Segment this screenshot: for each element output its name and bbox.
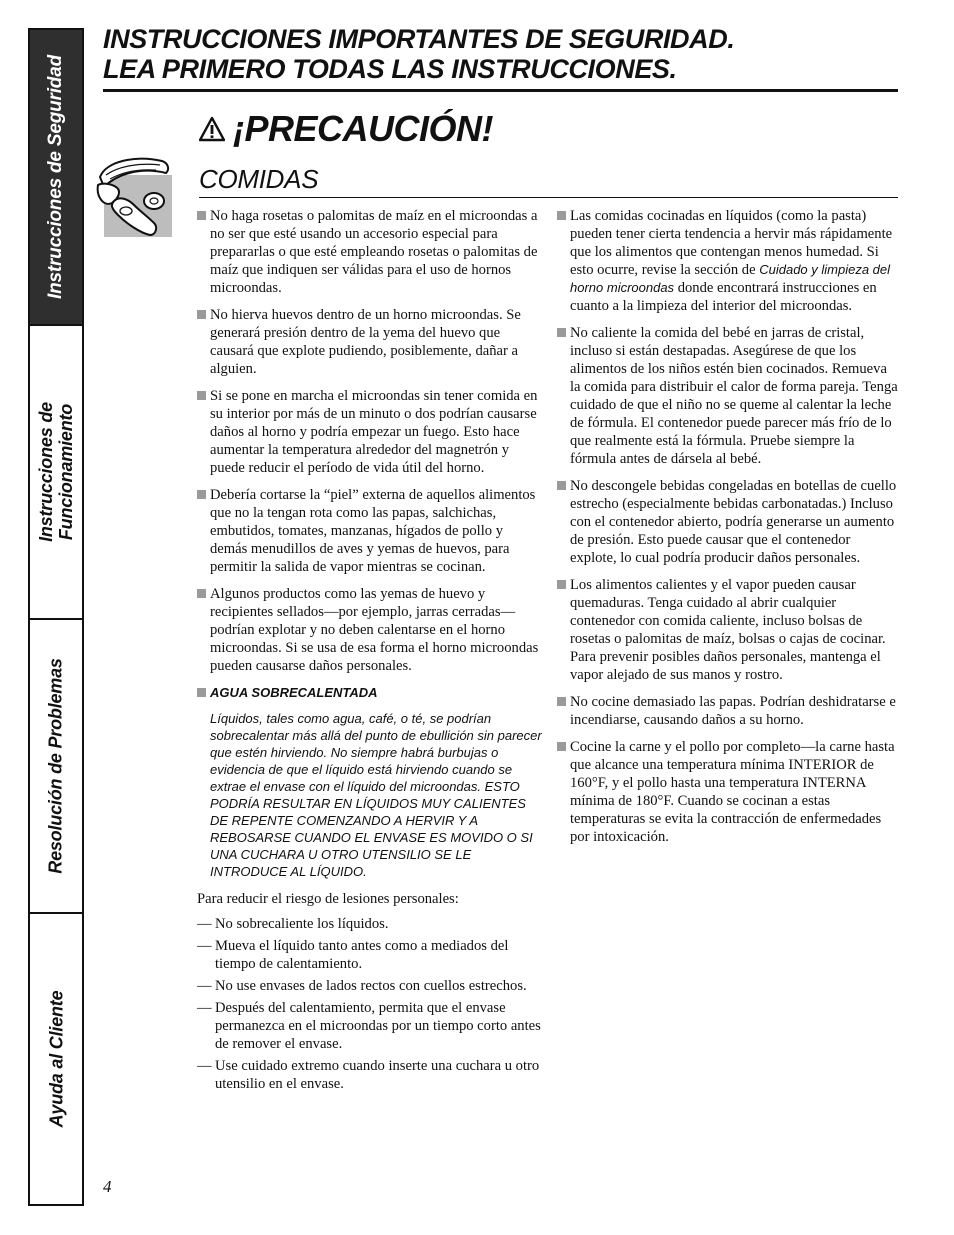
dash-item: — No use envases de lados rectos con cuellos estrechos.: [197, 978, 527, 994]
tab-ayuda-al-cliente[interactable]: [30, 914, 82, 1204]
square-bullet-icon: [557, 328, 566, 337]
tab-label: Ayuda al Cliente: [46, 990, 66, 1128]
list-item: No descongele bebidas congeladas en botellas de cuello estrecho (especialmente bebidas carbonatadas.) Incluso con el contenedor abierto, podría generarse un aumento de presión. Esto puede causar que el contenedor explote, lo cual podría producir daños personales.: [557, 477, 899, 567]
square-bullet-icon: [557, 697, 566, 706]
list-item: Cocine la carne y el pollo por completo—la carne hasta que alcance una temperatura mínima INTERIOR de 160°F, y el pollo hasta una temperatura INTERNA mínima de 180°F. Cuando se cocinan a estas temperaturas se evita la contracción de enfermedades por intoxicación.: [557, 738, 899, 846]
risk-intro: Para reducir el riesgo de lesiones personales:: [197, 891, 459, 907]
section-reference: Cuidado y limpieza del horno microondas: [570, 262, 891, 295]
superheated-water-heading: AGUA SOBRECALENTADA: [197, 684, 542, 702]
dash-item: — No sobrecaliente los líquidos.: [197, 916, 389, 932]
section-divider: [199, 197, 898, 198]
square-bullet-icon: [197, 391, 206, 400]
list-item: Los alimentos calientes y el vapor pueden causar quemaduras. Tenga cuidado al abrir cualquier contenedor con comida caliente, incluso bolsas de rosetas o palomitas de maíz, bolsas o cajas de cocinar. Para prevenir posibles daños personales, mantenga el vapor alejado de sus manos y rostro.: [557, 576, 899, 684]
square-bullet-icon: [557, 580, 566, 589]
list-item: No hierva huevos dentro de un horno microondas. Se generará presión dentro de la yema del huevo que causará que explote pudiendo, posiblemente, dañar a alguien.: [197, 306, 542, 378]
square-bullet-icon: [557, 481, 566, 490]
right-column: [557, 207, 899, 855]
list-item: Algunos productos como las yemas de huevo y recipientes sellados—por ejemplo, jarras cerradas—podrían explotar y no deben calentarse en el horno microondas. Si se usa de esa forma el horno microondas pueden causarse daños personales.: [197, 585, 542, 675]
tab-label: Instrucciones de Seguridad: [45, 55, 67, 299]
dash-item: — Mueva el líquido tanto antes como a mediados del tiempo de calentamiento.: [197, 938, 509, 972]
warning-triangle-icon: [199, 116, 225, 142]
food-icon: [96, 153, 176, 239]
header-divider: [103, 89, 898, 92]
caution-title: [199, 107, 493, 151]
list-item: No cocine demasiado las papas. Podrían deshidratarse e incendiarse, causando daños a su horno.: [557, 693, 899, 729]
list-item: Si se pone en marcha el microondas sin tener comida en su interior por más de un minuto o dos podrían causarse daños al horno y podría empezar un fuego. Esto hace aumentar la temperatura alrededor del magnetrón y puede reducir el período de vida útil del horno.: [197, 387, 542, 477]
square-bullet-icon: [197, 211, 206, 220]
tab-label: Resolución de Problemas: [46, 658, 66, 874]
section-title: COMIDAS: [199, 164, 319, 194]
tab-resolucion-de-problemas[interactable]: [30, 620, 82, 914]
square-bullet-icon: [197, 490, 206, 499]
page-header: [103, 24, 898, 84]
tab-instrucciones-de-funcionamiento[interactable]: [30, 326, 82, 620]
caution-text: ¡PRECAUCIÓN!: [233, 108, 493, 149]
sidebar: [28, 28, 84, 1206]
square-bullet-icon: [557, 211, 566, 220]
list-item: No caliente la comida del bebé en jarras de cristal, incluso si están destapadas. Asegúrese de que los alimentos de los niños estén bien cocinados. Remueva la comida para distribuir el calor de forma pareja. Tenga cuidado de que el niño no se queme al calentar la leche de fórmula. El contenedor puede parecer más frío de lo que realmente está la fórmula. Pruebe siempre la fórmula antes de dársela al bebé.: [557, 324, 899, 468]
list-item: Las comidas cocinadas en líquidos (como la pasta) pueden tener cierta tendencia a hervir más rápidamente que los alimentos que contengan menos humedad. Si esto ocurre, revise la sección de Cuidado y limpieza del horno microondas donde encontrará instrucciones en cuanto a la limpieza del interior del microondas.: [557, 207, 899, 315]
list-item: Debería cortarse la “piel” externa de aquellos alimentos que no la tengan rota como las papas, salchichas, embutidos, tomates, manzanas, hígados de pollo y demás menudillos de aves y yemas de huevos, para permitir la salida de vapor mientras se cocinan.: [197, 486, 542, 576]
square-bullet-icon: [197, 310, 206, 319]
square-bullet-icon: [197, 589, 206, 598]
header-line-1: INSTRUCCIONES IMPORTANTES DE SEGURIDAD.: [103, 24, 735, 54]
dash-item: — Después del calentamiento, permita que el envase permanezca en el microondas por un tiempo corto antes de remover el envase.: [197, 1000, 541, 1052]
dash-item: — Use cuidado extremo cuando inserte una cuchara u otro utensilio en el envase.: [197, 1058, 540, 1092]
superheated-water-body: Líquidos, tales como agua, café, o té, se podrían sobrecalentar más allá del punto de ebullición sin parecer que estén hirviendo. No siempre habrá burbujas o evidencia de que el líquido está hirviendo cuando se extrae el envase con el líquido del microondas. ESTO PODRÍA RESULTAR EN LÍQUIDOS MUY CALIENTES DE REPENTE COMENZANDO A HERVIR Y A REBOSARSE CUANDO EL ENVASE ES MOVIDO O SI UNA CUCHARA U OTRO UTENSILIO SE LE INTRODUCE AL LÍQUIDO.: [210, 711, 542, 879]
page-number: 4: [103, 1177, 112, 1196]
tab-label: Instrucciones de Funcionamiento: [36, 402, 76, 542]
tab-instrucciones-de-seguridad[interactable]: [30, 30, 82, 326]
header-line-2: LEA PRIMERO TODAS LAS INSTRUCCIONES.: [103, 54, 677, 84]
left-column: [197, 207, 542, 1097]
list-item: No haga rosetas o palomitas de maíz en el microondas a no ser que esté usando un accesorio especial para prepararlas o que esté empleando rosetas o palomitas de maíz que indiquen ser válidas para el uso de hornos microondas.: [197, 207, 542, 297]
square-bullet-icon: [557, 742, 566, 751]
square-bullet-icon: [197, 688, 206, 697]
